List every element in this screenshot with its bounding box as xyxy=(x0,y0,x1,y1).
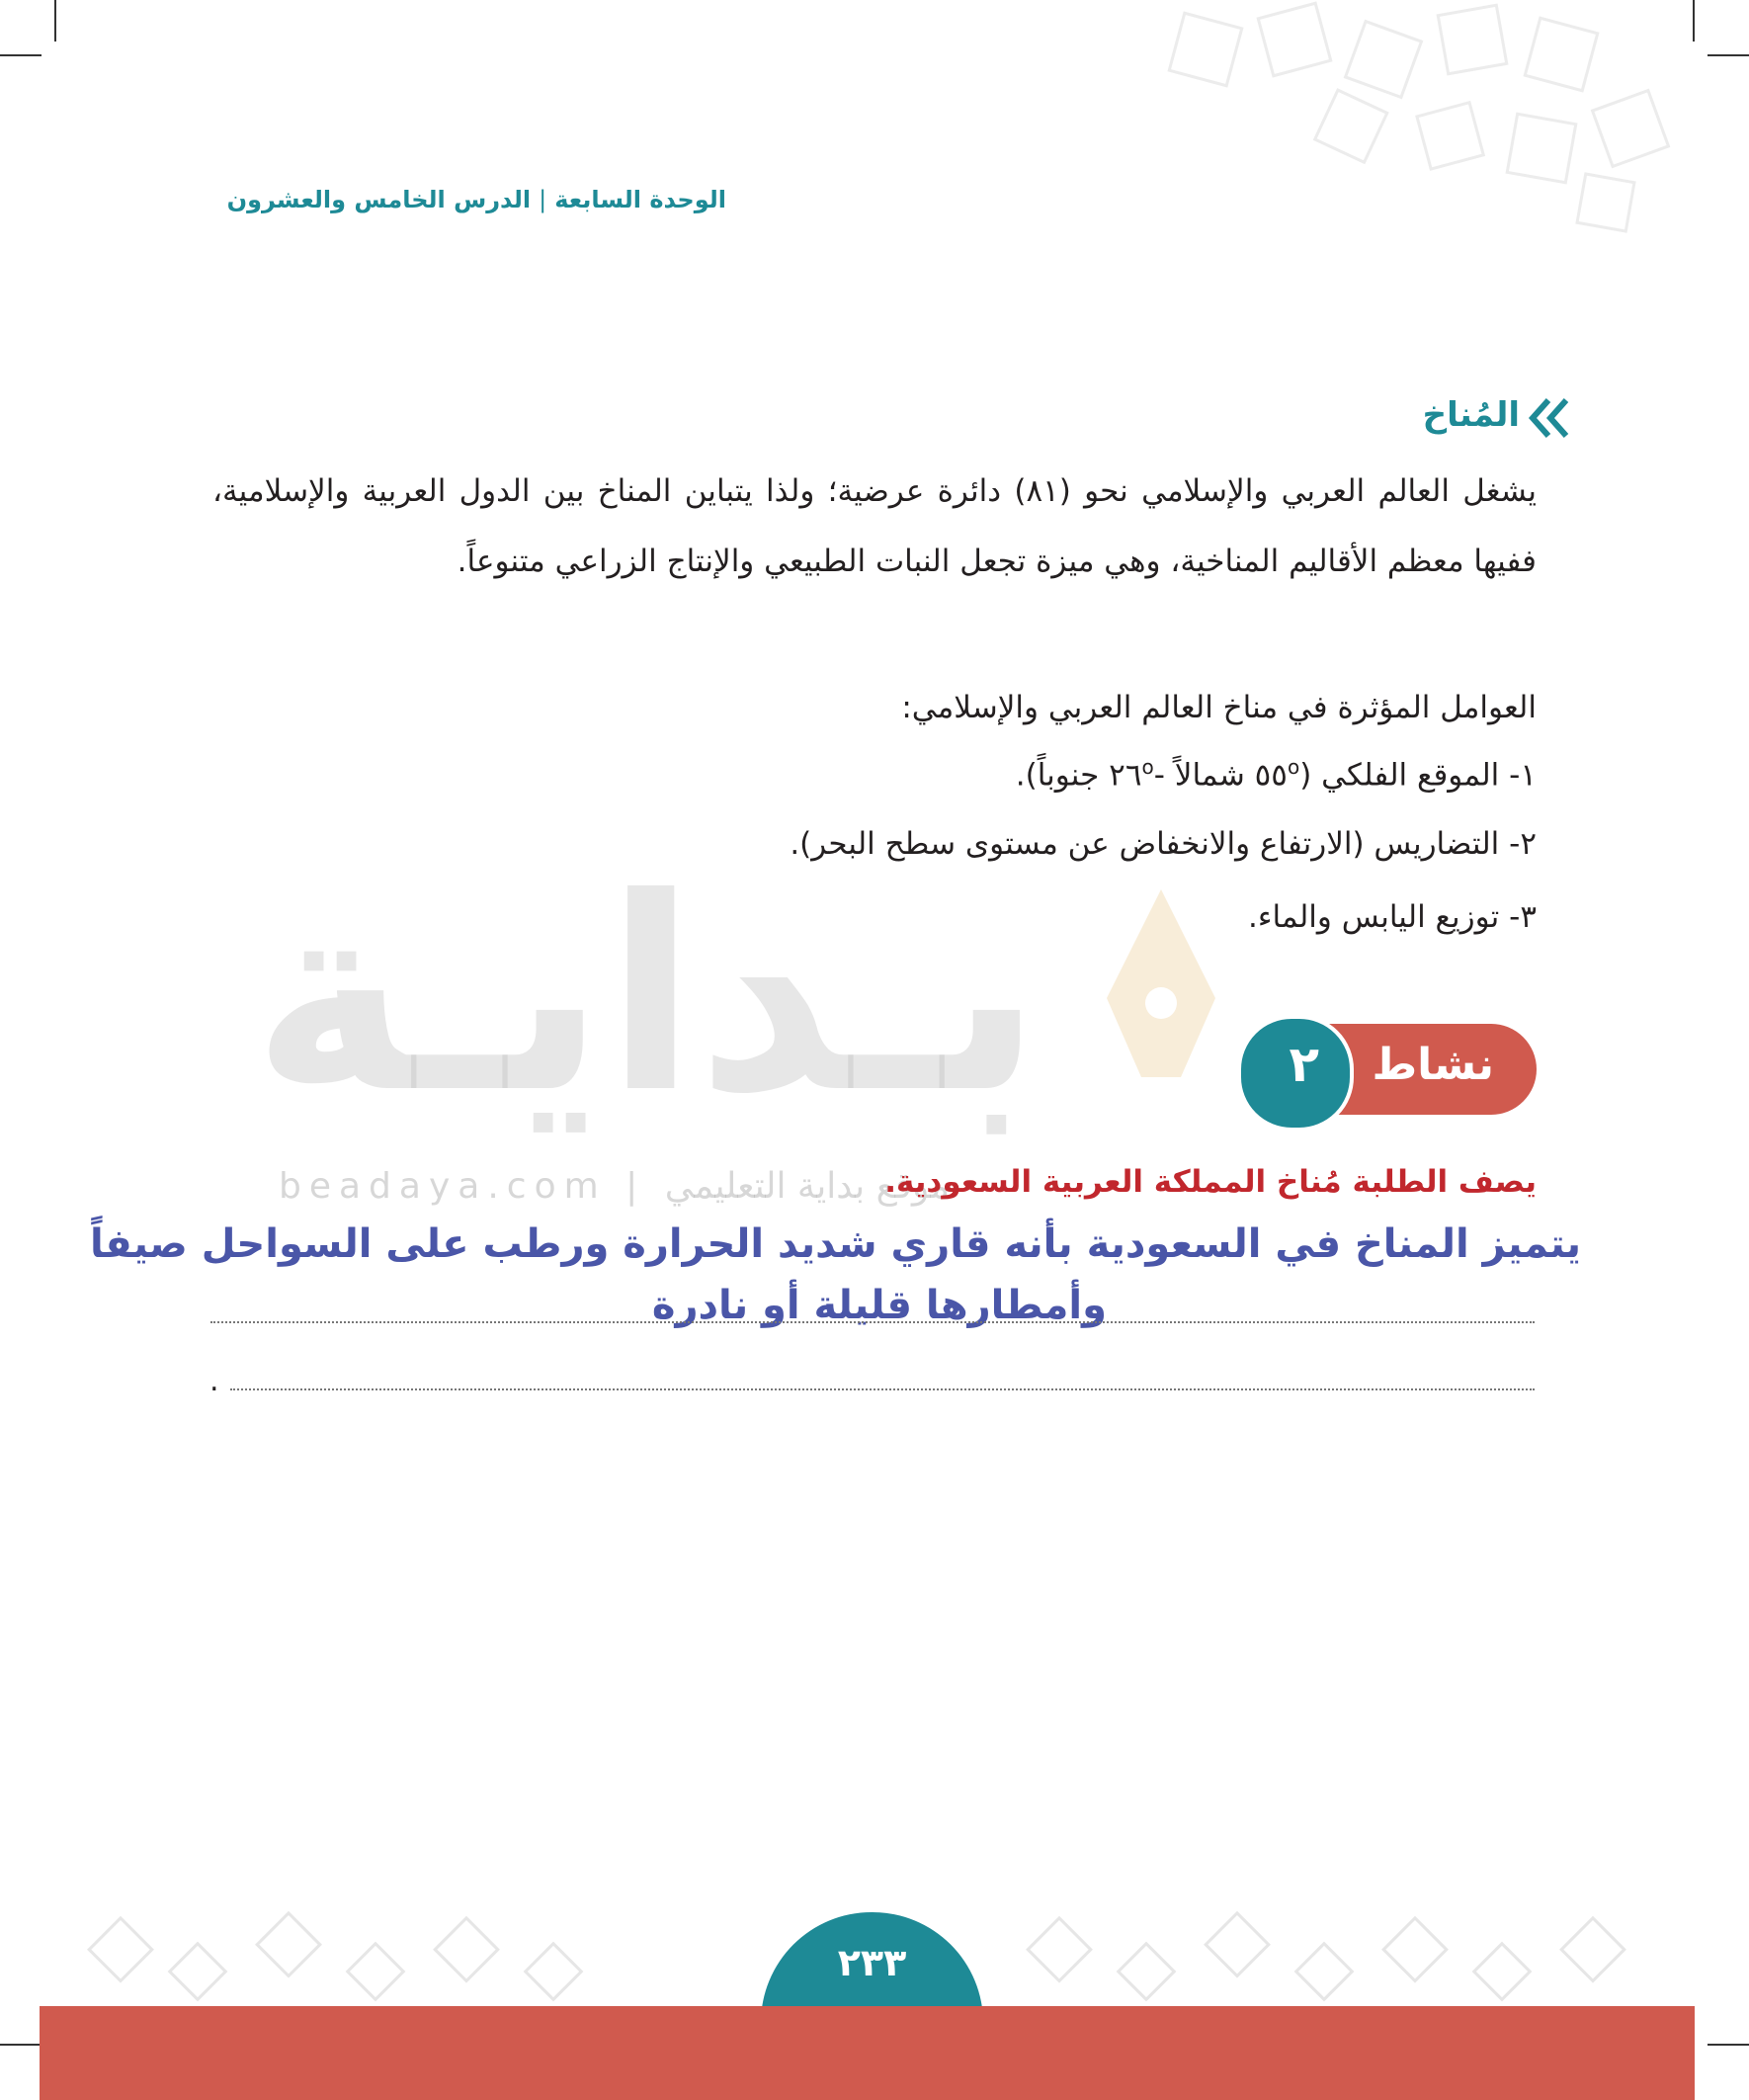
footer-band xyxy=(40,2006,1695,2100)
answer-line-1: يتميز المناخ في السعودية بأنه قاري شديد الحرارة ورطب على السواحل صيفاً xyxy=(90,1221,1581,1267)
activity-number: ٢ xyxy=(1289,1036,1319,1093)
factor-item-3: ٣- توزيع اليابس والماء. xyxy=(1248,899,1537,935)
crop-mark xyxy=(0,2044,42,2046)
crop-mark xyxy=(0,54,42,56)
factors-heading: العوامل المؤثرة في مناخ العالم العربي والإسلامي: xyxy=(901,690,1537,725)
answer-dotted-line xyxy=(230,1388,1535,1390)
header-separator: | xyxy=(539,186,547,213)
answer-dotted-line xyxy=(210,1321,1535,1323)
watermark-site: beadaya.com | موقع بداية التعليمي xyxy=(279,1166,950,1207)
unit-lesson-header xyxy=(35,186,726,213)
crop-mark xyxy=(1707,2044,1749,2046)
factor-item-1: ١- الموقع الفلكي (٥٥$^o$ شمالاً -٢٦$^o$ جنوباً). xyxy=(1015,755,1537,794)
answer-line-2: وأمطارها قليلة أو نادرة xyxy=(651,1283,1107,1328)
watermark-logo: بـدايـة xyxy=(252,840,1042,1151)
crop-mark xyxy=(1707,54,1749,56)
lesson-title: الدرس الخامس والعشرون xyxy=(226,186,532,213)
section-title: المُناخ xyxy=(1422,395,1520,435)
intro-paragraph: يشغل العالم العربي والإسلامي نحو (٨١) دائرة عرضية؛ ولذا يتباين المناخ بين الدول العربية والإسلامية، ففيها معظم الأقاليم المناخية، وهي ميزة تجعل النبات الطبيعي والإنتاج الزراعي متنوعاً. xyxy=(212,473,1538,579)
pen-nib-icon xyxy=(1087,880,1235,1127)
crop-mark xyxy=(1693,0,1695,42)
double-chevron-icon xyxy=(1523,397,1576,439)
unit-title: الوحدة السابعة xyxy=(554,186,726,213)
decorative-pattern xyxy=(1136,0,1690,247)
activity-label: نشاط xyxy=(1372,1040,1494,1090)
activity-task: يصف الطلبة مُناخ المملكة العربية السعودية. xyxy=(884,1164,1537,1200)
end-mark: . xyxy=(209,1364,219,1398)
page-number: ٢٣٣ xyxy=(837,1941,907,1984)
crop-mark xyxy=(54,0,56,42)
factor-item-2: ٢- التضاريس (الارتفاع والانخفاض عن مستوى سطح البحر). xyxy=(790,826,1537,862)
